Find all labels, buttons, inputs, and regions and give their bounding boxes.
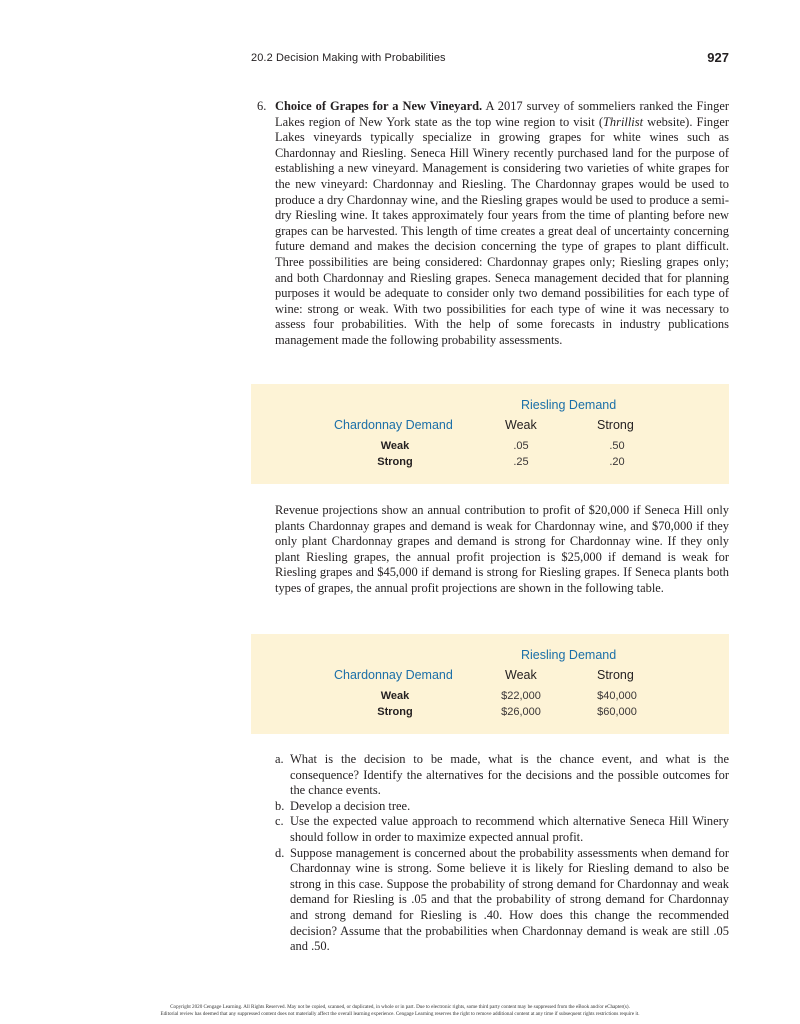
riesling-demand-header: Riesling Demand bbox=[521, 398, 617, 412]
page-header bbox=[251, 50, 729, 68]
riesling-demand-header: Riesling Demand bbox=[521, 648, 617, 662]
problem-text-part-2: website). Finger Lakes vineyards typically specialize in growing grapes for white wines such as Chardonnay and Riesling. Seneca Hill Winery recently purchased land for the purpose of establishing a new vineyard. Management is considering two varieties of white grapes for the new vineyard: Chardonnay and Riesling. The Chardonnay grapes would be used to produce a dry Chardonnay wine, and the Riesling grapes would be used to produce a semi-dry Riesling wine. It takes approximately four years from the time of planting before new grapes can be harvested. This length of time creates a great deal of uncertainty concerning future demand and makes the decision concerning the type of grapes to plant difficult. Three possibilities are being considered: Chardonnay grapes only; Riesling grapes only; and both Chardonnay and Riesling grapes. Seneca management decided that for planning purposes it would be adequate to consider only two demand possibilities for each type of wine: strong or weak. With two possibilities for each type of wine it was necessary to assess four probabilities. With the help of some forecasts in industry publications management made the following probability assessments. bbox=[275, 114, 730, 347]
profit-table bbox=[251, 634, 729, 734]
table-cell: .20 bbox=[609, 456, 625, 468]
row-label-weak: Weak bbox=[380, 440, 410, 452]
problem-title: Choice of Grapes for a New Vineyard. bbox=[275, 99, 483, 113]
table-cell: .50 bbox=[609, 440, 625, 452]
question-d bbox=[275, 846, 729, 955]
question-list bbox=[275, 752, 729, 955]
question-a bbox=[275, 752, 729, 799]
row-label-strong: Strong bbox=[377, 456, 413, 468]
column-header-strong: Strong bbox=[597, 418, 634, 432]
question-letter: a. bbox=[275, 752, 284, 766]
problem-text-part-1: A 2017 survey of sommeliers ranked the Finger Lakes region of New York state as the top wine region to visit ( bbox=[275, 99, 729, 129]
table-cell: .05 bbox=[513, 440, 529, 452]
problem-number: 6. bbox=[257, 99, 267, 113]
table-cell: $60,000 bbox=[597, 706, 637, 718]
table-cell: $26,000 bbox=[501, 706, 541, 718]
revenue-paragraph: Revenue projections show an annual contribution to profit of $20,000 if Seneca Hill only plants Chardonnay grapes and demand is weak for Chardonnay wine, and $70,000 if they only plant Chardonnay grapes and demand is strong for Chardonnay wine. If they only plant Riesling grapes, the annual profit projection is $25,000 if demand is weak for Riesling grapes and $45,000 if demand is strong for Riesling grapes. If Seneca plants both types of grapes, the annual profit projections are shown in the following table. bbox=[275, 503, 729, 595]
chardonnay-demand-header: Chardonnay Demand bbox=[334, 668, 453, 682]
problem-6 bbox=[257, 99, 729, 349]
copyright-line-2: Editorial review has deemed that any suppressed content does not materially affect the overall learning experience. Cengage Learning reserves the right to remove additional content at any time if subsequent rights restrictions require it. bbox=[160, 1011, 640, 1017]
question-text: Develop a decision tree. bbox=[290, 798, 411, 813]
table-cell: .25 bbox=[513, 456, 529, 468]
question-text: What is the decision to be made, what is the chance event, and what is the consequence? Identify the alternatives for the decisions and the possible outcomes for the chance events. bbox=[290, 752, 729, 798]
page-number: 927 bbox=[707, 50, 729, 65]
probability-table bbox=[251, 384, 729, 484]
question-letter: c. bbox=[275, 814, 284, 829]
question-b bbox=[275, 799, 729, 815]
column-header-strong: Strong bbox=[597, 668, 634, 682]
chardonnay-demand-header: Chardonnay Demand bbox=[334, 418, 453, 432]
question-letter: d. bbox=[275, 845, 285, 860]
section-title: 20.2 Decision Making with Probabilities bbox=[251, 52, 446, 64]
question-text: Suppose management is concerned about the probability assessments when demand for Chardonnay wine is strong. Some believe it is likely for Riesling demand to also be strong in this case. Suppose the probability of strong demand for Chardonnay and weak demand for Riesling is .05 and that the probability of strong demand for Chardonnay and strong demand for Riesling is .40. How does this change the recommended decision? Assume that the probabilities when Chardonnay demand is weak are still .05 and .50. bbox=[290, 845, 729, 954]
row-label-weak: Weak bbox=[380, 690, 410, 702]
row-label-strong: Strong bbox=[377, 706, 413, 718]
table-cell: $40,000 bbox=[597, 690, 637, 702]
question-text: Use the expected value approach to recommend which alternative Seneca Hill Winery should follow in order to maximize expected annual profit. bbox=[290, 814, 729, 844]
column-header-weak: Weak bbox=[505, 668, 537, 682]
source-name: Thrillist bbox=[602, 114, 644, 129]
column-header-weak: Weak bbox=[505, 418, 537, 432]
table-cell: $22,000 bbox=[501, 690, 541, 702]
question-letter: b. bbox=[275, 798, 285, 813]
copyright-footer bbox=[60, 1004, 740, 1018]
question-c bbox=[275, 814, 729, 845]
copyright-line-1: Copyright 2020 Cengage Learning. All Rights Reserved. May not be copied, scanned, or duplicated, in whole or in part. Due to electronic rights, some third party content may be suppressed from the eBook and/or eChapter(s). bbox=[170, 1004, 630, 1010]
problem-text bbox=[275, 99, 729, 349]
